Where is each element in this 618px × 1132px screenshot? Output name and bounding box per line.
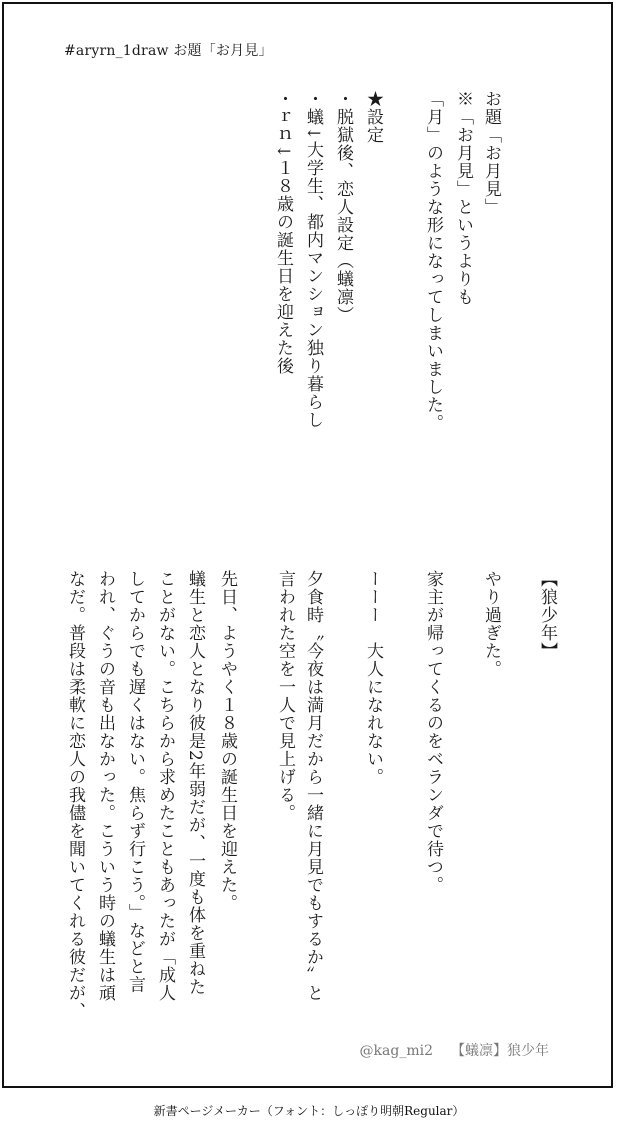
lower-column: 先日、ようやく１８歳の誕生日を迎えた。	[217, 570, 237, 912]
upper-column: お題「お月見」	[481, 90, 501, 216]
lower-column: 夕食時〝今夜は満月だから一緒に月見でもするか〟と	[303, 570, 323, 1002]
story-title: 【狼少年】	[537, 570, 557, 660]
lower-column: 蟻生と恋人となり彼是2年弱だが、一度も体を重ねた	[185, 570, 205, 996]
lower-column: ーーー 大人になれない。	[363, 570, 383, 786]
lower-column: われ、ぐうの音も出なかった。こういう時の蟻生は頑	[95, 570, 115, 1002]
page-maker-footer: 新書ページメーカー（フォント：しっぽり明朝Regular）	[153, 1104, 465, 1118]
upper-column: 「月」のような形になってしまいました。	[423, 90, 443, 432]
upper-column: ・ｒｎ↓１８歳の誕生日を迎えた後	[273, 90, 293, 376]
author-handle: @kag_mi2	[359, 1043, 433, 1059]
lower-column: 言われた空を一人で見上げる。	[275, 570, 295, 822]
lower-column: 家主が帰ってくるのをベランダで待つ。	[423, 570, 443, 894]
upper-column: ・蟻↓大学生、都内マンション独り暮らし	[303, 90, 323, 430]
upper-column: ★設定	[363, 90, 383, 144]
lower-column: ことがない。こちらから求めたこともあったが「成人	[155, 570, 175, 1002]
lower-column: やり過ぎた。	[481, 570, 501, 678]
page-frame	[2, 2, 613, 1088]
lower-column: なだ。普段は柔軟に恋人の我儘を聞いてくれる彼だが、	[65, 570, 85, 1020]
work-tag: 【蟻凛】狼少年	[451, 1043, 549, 1059]
lower-column: してからでも遅くはない。焦らず行こう。」などと言	[125, 570, 145, 994]
upper-column: ・脱獄後、恋人設定（蟻凛）	[333, 90, 353, 324]
credit-line	[360, 1040, 549, 1060]
hashtag-title: #aryrn_1draw お題「お月見」	[64, 43, 273, 59]
upper-column: ※「お月見」というよりも	[453, 90, 473, 306]
